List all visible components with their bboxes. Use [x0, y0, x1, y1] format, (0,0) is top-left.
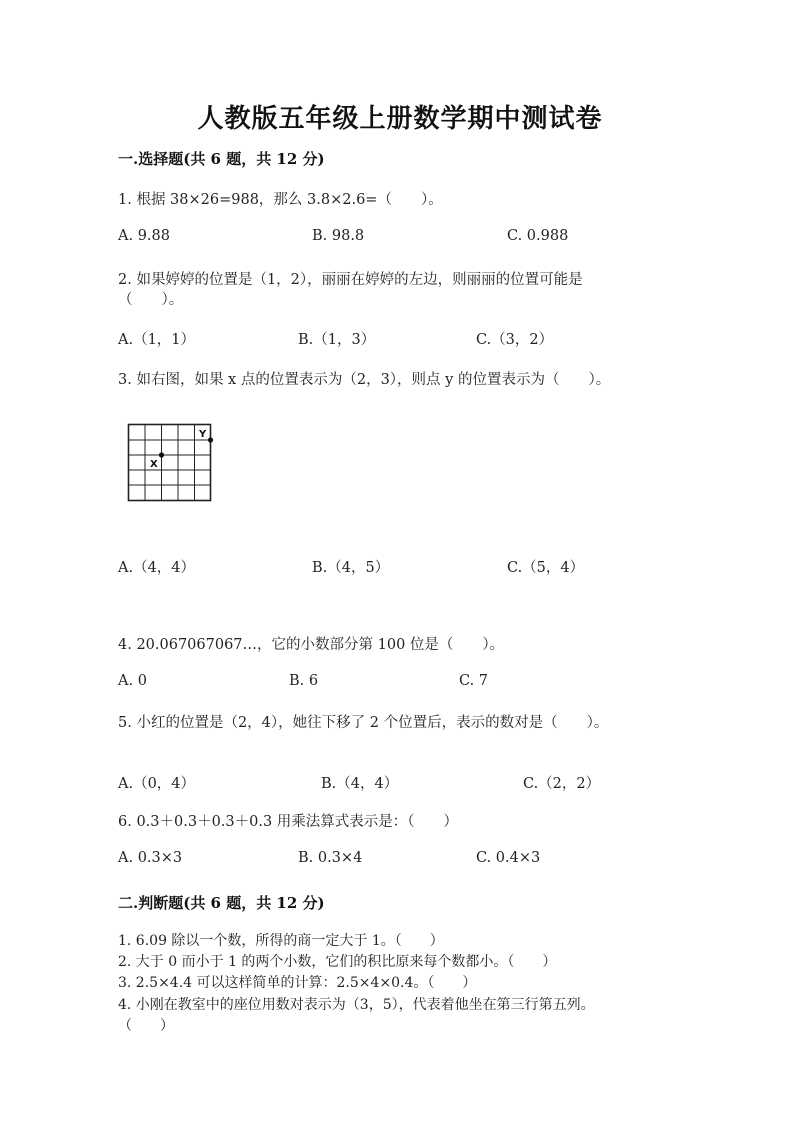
- section-heading-choice: 一.选择题(共 6 题，共 12 分): [118, 150, 325, 168]
- q6-option-b: B. 0.3×4: [298, 850, 363, 866]
- q3-option-a: A.（4，4）: [118, 560, 196, 576]
- judge-item-4-line2: （ ）: [118, 1018, 174, 1034]
- q5-option-a: A.（0，4）: [118, 776, 196, 792]
- q6-option-a: A. 0.3×3: [118, 850, 183, 866]
- judge-item-4: 4. 小刚在教室中的座位用数对表示为（3，5），代表着他坐在第三行第五列。: [118, 997, 595, 1013]
- q3-option-b: B.（4，5）: [312, 560, 390, 576]
- question-2-line2: （ ）。: [118, 292, 184, 308]
- point-y-marker: [208, 437, 213, 442]
- judge-item-1: 1. 6.09 除以一个数，所得的商一定大于 1。（ ）: [118, 933, 444, 949]
- q1-option-a: A. 9.88: [118, 228, 170, 244]
- q4-option-a: A. 0: [118, 673, 147, 689]
- question-5: 5. 小红的位置是（2，4），她往下移了 2 个位置后，表示的数对是（ ）。: [118, 715, 609, 731]
- coordinate-grid-figure: [126, 422, 216, 504]
- q2-option-c: C.（3，2）: [476, 332, 554, 348]
- judge-item-2: 2. 大于 0 而小于 1 的两个小数，它们的积比原来每个数都小。（ ）: [118, 954, 557, 970]
- q6-option-c: C. 0.4×3: [476, 850, 541, 866]
- question-6: 6. 0.3＋0.3＋0.3＋0.3 用乘法算式表示是：（ ）: [118, 814, 459, 830]
- q2-option-b: B.（1，3）: [298, 332, 376, 348]
- judge-item-3: 3. 2.5×4.4 可以这样简单的计算：2.5×4×0.4。（ ）: [118, 975, 477, 991]
- question-4: 4. 20.067067067…，它的小数部分第 100 位是（ ）。: [118, 637, 505, 653]
- q5-option-c: C.（2，2）: [523, 776, 601, 792]
- q2-option-a: A.（1，1）: [118, 332, 196, 348]
- q4-option-b: B. 6: [289, 673, 319, 689]
- question-1: 1. 根据 38×26=988，那么 3.8×2.6=（ ）。: [118, 192, 443, 208]
- q3-option-c: C.（5，4）: [507, 560, 585, 576]
- q5-option-b: B.（4，4）: [321, 776, 399, 792]
- q1-option-b: B. 98.8: [312, 228, 365, 244]
- question-3: 3. 如右图，如果 x 点的位置表示为（2，3），则点 y 的位置表示为（ ）。: [118, 372, 611, 388]
- point-x-marker: [159, 452, 164, 457]
- point-y-label: Y: [199, 429, 207, 440]
- question-2-line1: 2. 如果婷婷的位置是（1，2），丽丽在婷婷的左边，则丽丽的位置可能是: [118, 272, 583, 288]
- section-heading-judge: 二.判断题(共 6 题，共 12 分): [118, 894, 325, 912]
- page-title: 人教版五年级上册数学期中测试卷: [197, 104, 603, 134]
- point-x-label: X: [150, 459, 158, 470]
- q4-option-c: C. 7: [459, 673, 489, 689]
- q1-option-c: C. 0.988: [507, 228, 569, 244]
